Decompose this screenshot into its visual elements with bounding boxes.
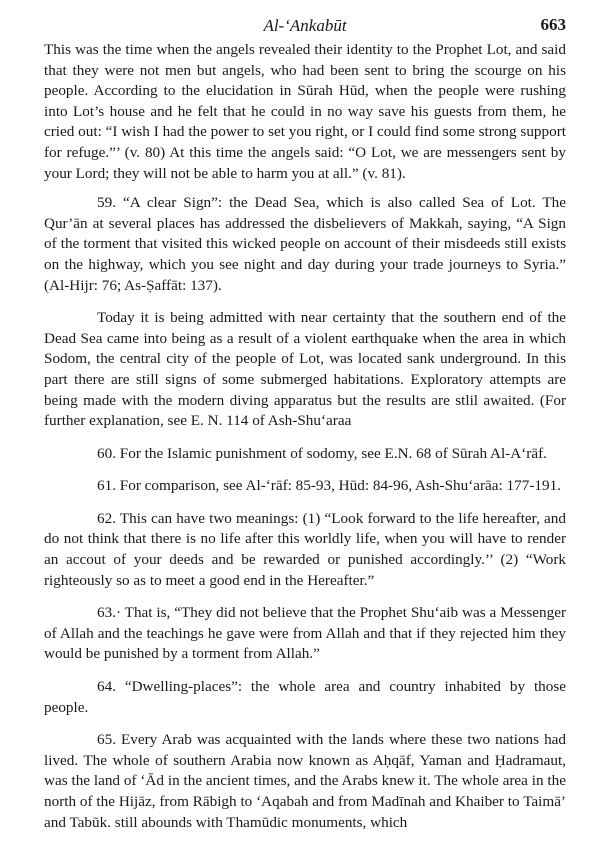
note-61: 61. For comparison, see Al-‘rāf: 85-93, Hūd: 84-96, Ash-Shu‘arāa: 177-191. [97,477,561,495]
paragraph-lot-angels: This was the time when the angels revealed their identity to the Prophet Lot, and said that they were not men but angels, who had been sent to bring the scourge on his people. According to the elucidation in Sūrah Hūd, when the people were rushing into Lot’s house and he felt that he could in no way save his guests from them, he cried out: “I wish I had the power to set you right, or I could find some strong support for refuge.”’ (v. 80) At this time the angels said: “O Lot, we are messengers sent by your Lord; they will not be able to harm you at all.” (v. 81). [44,41,566,182]
page-number: 663 [540,15,566,34]
paragraph-dead-sea: Today it is being admitted with near certainty that the southern end of the Dead Sea came into being as a result of a violent earthquake when the area in which Sodom, the central city of the people of Lot, was located sank underground. In this part there are still signs of some submerged habitations. Exploratory attempts are being made with the modern diving apparatus but the results are stlil awaited. (For further explanation, see E. N. 114 of Ash-Shu‘araa [44,309,566,430]
note-62: 62. This can have two meanings: (1) “Look forward to the life hereafter, and do not think that there is no life after this worldly life, when you will have to render an accout of your deeds and be rewarded or punished accordingly.’’ (2) “Work righteously so as to meet a good end in the Hereafter.” [44,509,566,589]
note-63: 63.· That is, “They did not believe that the Prophet Shu‘aib was a Messenger of Allah and the teachings he gave were from Allah and that if they rejected him they would be punished by a torment from Allah.” [44,604,566,663]
note-65: 65. Every Arab was acquainted with the lands where these two nations had lived. The whole of southern Arabia now known as Aḥqāf, Yaman and Ḥadramaut, was the land of ‘Ād in the ancient times, and the Arabs knew it. The whole area in the north of the Hijāz, from Rābigh to ‘Aqabah and from Madīnah and Khaiber to Taimā’ and Tabūk. still abounds with Thamūdic monuments, which [44,731,566,831]
note-60: 60. For the Islamic punishment of sodomy, see E.N. 68 of Sūrah Al-A‘rāf. [97,444,547,462]
body-text [44,40,566,833]
note-64: 64. “Dwelling-places”: the whole area and country inhabited by those people. [44,678,566,716]
running-title: Al-‘Ankabūt [263,16,347,35]
page-header [44,0,566,40]
note-59: 59. “A clear Sign”: the Dead Sea, which is also called Sea of Lot. The Qur’ān at several places has addressed the disbelievers of Makkah, saying, “A Sign of the torment that visited this wicked people on account of their misdeeds still exists on the highway, which you see night and day during your trade journeys to Syria.” (Al-Hijr: 76; As-Ṣaffāt: 137). [44,194,566,294]
